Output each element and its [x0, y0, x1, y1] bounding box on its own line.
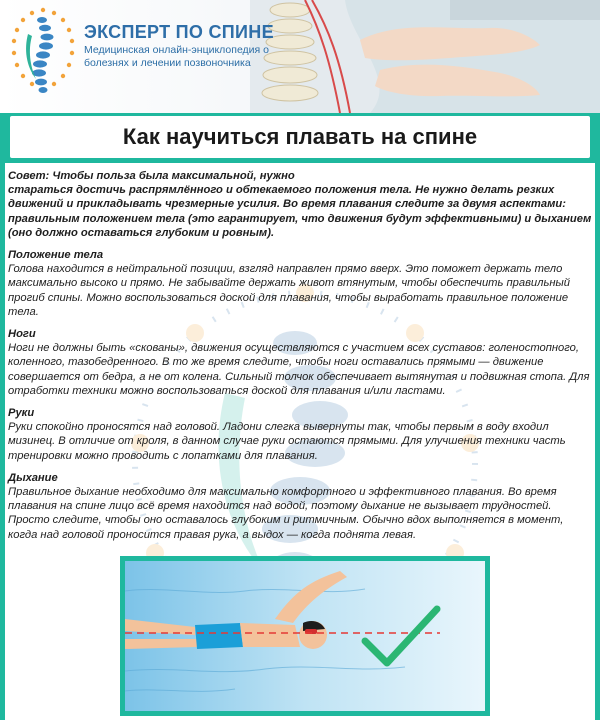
section-title-breathing: Дыхание	[8, 471, 58, 484]
swimmer-illustration	[125, 561, 485, 711]
brand-subtitle: Медицинская онлайн-энциклопедия о болезнях и лечении позвоночника	[84, 44, 269, 69]
tip-text: стараться достичь распрямлённого и обтекаемого положения тела. Не нужно делать резких движений и прикладывать чрезмерные усилия. Во время плавания следите за двумя аспектами: правильным положением тела (это гарантирует, что движения будут эффективными) и дыханием (оно должно оставаться глубоким и ровным).	[8, 184, 592, 239]
section-title-arms: Руки	[8, 407, 35, 420]
section-title-body-position: Положение тела	[8, 249, 104, 262]
swimmer-illustration-frame	[120, 556, 490, 716]
site-header	[0, 0, 600, 113]
backstroke-swimmer-image	[125, 561, 485, 711]
article-panel	[0, 163, 600, 720]
article-text	[8, 169, 593, 542]
page-title: Как научиться плавать на спине	[122, 124, 478, 149]
section-body-arms: Руки спокойно проносятся над головой. Ладони слегка вывернуты так, чтобы первым в воду входил мизинец. В отличие от кроля, в данном случае руки остаются прямыми. Для улучшения техники часть тренировки можно проводить с лопатками для плавания.	[8, 421, 566, 462]
section-body-breathing: Правильное дыхание необходимо для максимально комфортного и эффективного плавания. Во время плавания на спине лицо всё время находится над водой, поэтому дыхание не вызывает трудностей. Просто следите, чтобы оно оставалось глубоким и ритмичным. Обычно вдох выполняется в момент, когда над головой проносится правая рука, а выдох — когда поднята левая.	[8, 486, 564, 541]
tip-line-1: Совет: Чтобы польза была максимальной, нужно	[8, 170, 295, 182]
section-body-body-position: Голова находится в нейтральной позиции, взгляд направлен прямо вверх. Это поможет держать тело максимально высоко и прямо. Не забывайте держать живот втянутым, чтобы обеспечить правильный прогиб спины. Можно воспользоваться доской для плавания, чтобы выработать правильное положение тела.	[8, 263, 570, 318]
spine-photo-decoration	[250, 0, 600, 113]
spine-logo-icon	[6, 4, 80, 104]
brand-title: ЭКСПЕРТ ПО СПИНЕ	[84, 22, 274, 42]
section-body-legs: Ноги не должны быть «скованы», движения осуществляются с участием всех суставов: голеностопного, коленного, тазобедренного. В то же время следите, чтобы ноги оставались прямыми — движение совершается от бедра, а не от колена. Сильный толчок обеспечивает вытянутая и подвижная стопа. Для отработки техники можно воспользоваться доской для плавания и/или ластами.	[8, 342, 590, 397]
title-box	[10, 116, 590, 158]
section-title-legs: Ноги	[8, 328, 36, 341]
